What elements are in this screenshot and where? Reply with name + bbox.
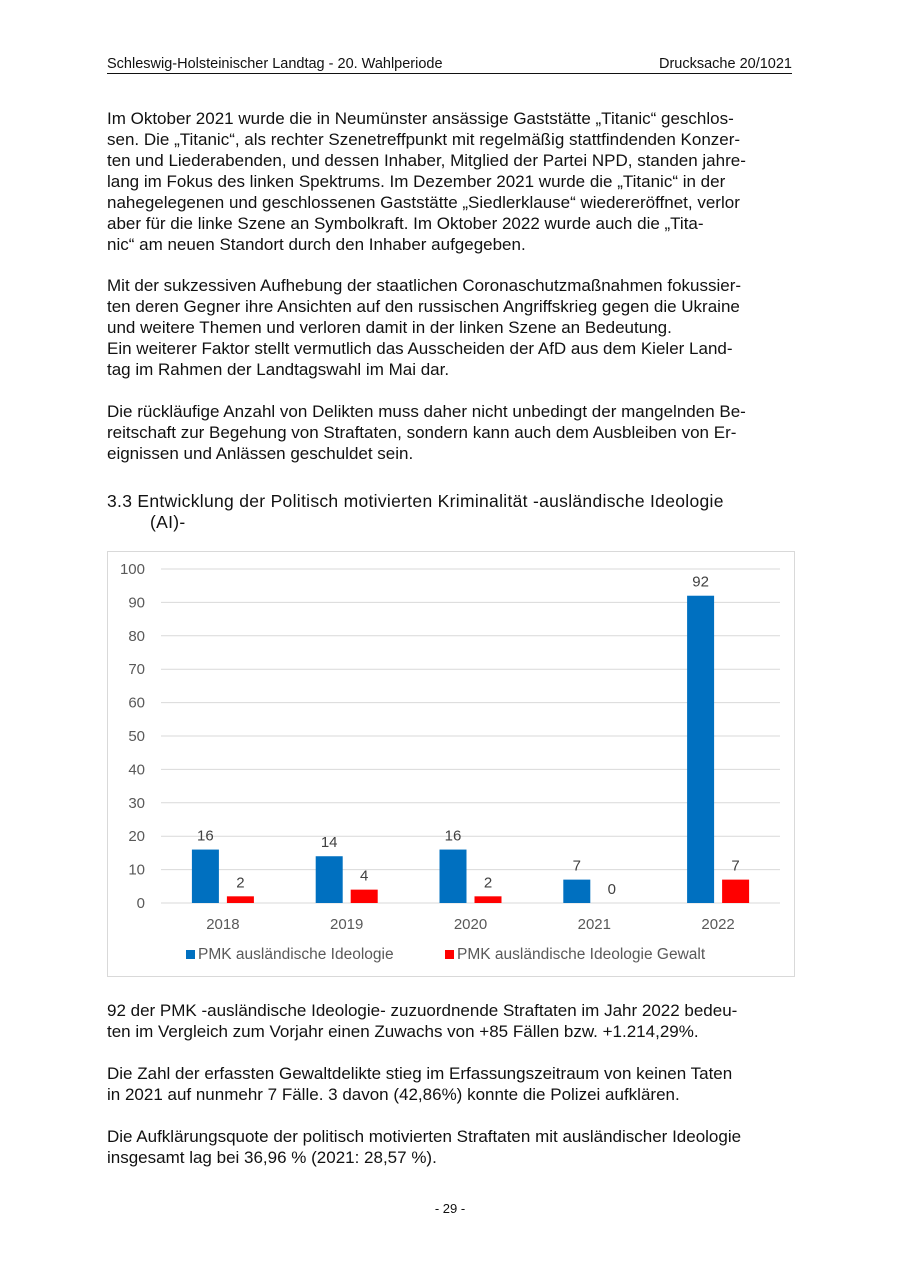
text-line: Im Oktober 2021 wurde die in Neumünster ansässige Gaststätte „Titanic“ geschlos- [107, 109, 734, 128]
text-line: lang im Fokus des linken Spektrums. Im Dezember 2021 wurde die „Titanic“ in der [107, 172, 726, 191]
text-line: ten im Vergleich zum Vorjahr einen Zuwachs von +85 Fällen bzw. +1.214,29%. [107, 1022, 699, 1041]
data-label: 7 [731, 857, 740, 875]
text-line: reitschaft zur Begehung von Straftaten, sondern kann auch dem Ausbleiben von Er- [107, 423, 737, 442]
bar-gewalt [351, 890, 378, 903]
y-tick-label: 50 [128, 728, 145, 745]
bar-total [192, 850, 219, 903]
text-line: und weitere Themen und verloren damit in der linken Szene an Bedeutung. [107, 318, 672, 337]
bar-gewalt [227, 896, 254, 903]
bar-total [563, 880, 590, 903]
text-line: eignissen und Anlässen geschuldet sein. [107, 444, 414, 463]
header-left: Schleswig-Holsteinischer Landtag - 20. Wahlperiode [107, 56, 443, 72]
page-header [107, 55, 792, 74]
y-tick-label: 10 [128, 861, 145, 879]
y-tick-label: 20 [128, 828, 145, 846]
y-tick-label: 0 [136, 895, 145, 912]
text-line: sen. Die „Titanic“, als rechter Szenetreffpunkt mit regelmäßig stattfindenden Konzer- [107, 130, 741, 149]
text-line: in 2021 auf nunmehr 7 Fälle. 3 davon (42,86%) konnte die Polizei aufklären. [107, 1085, 680, 1104]
section-heading-line1: 3.3 Entwicklung der Politisch motivierten Kriminalität -ausländische Ideologie [107, 491, 724, 511]
y-tick-label: 40 [128, 761, 145, 779]
text-line: Die rückläufige Anzahl von Delikten muss daher nicht unbedingt der mangelnden Be- [107, 402, 746, 421]
y-tick-label: 60 [128, 694, 145, 712]
data-label: 16 [444, 827, 462, 845]
paragraph-increase [107, 1000, 797, 1042]
text-line: tag im Rahmen der Landtagswahl im Mai dar. [107, 360, 450, 379]
bar-total [687, 596, 714, 903]
section-heading-line2: (AI)- [150, 512, 186, 532]
bar-chart [107, 551, 795, 977]
x-tick-label: 2020 [453, 916, 488, 933]
text-line: Mit der sukzessiven Aufhebung der staatlichen Coronaschutzmaßnahmen fokussier- [107, 276, 742, 295]
paragraph-corona [107, 275, 797, 380]
text-line: ten und Liederabenden, und dessen Inhaber, Mitglied der Partei NPD, standen jahre- [107, 151, 746, 170]
x-tick-label: 2022 [701, 916, 735, 933]
x-tick-label: 2019 [330, 916, 364, 933]
data-label: 92 [692, 573, 709, 591]
y-tick-label: 90 [128, 594, 145, 612]
legend-swatch [445, 950, 454, 959]
section-heading [107, 491, 797, 533]
y-tick-label: 30 [128, 794, 145, 812]
text-line: nic“ am neuen Standort durch den Inhaber aufgegeben. [107, 235, 526, 254]
text-line: Die Zahl der erfassten Gewaltdelikte stieg im Erfassungszeitraum von keinen Taten [107, 1064, 733, 1083]
text-line: Die Aufklärungsquote der politisch motivierten Straftaten mit ausländischer Ideologie [107, 1127, 742, 1146]
page-number: - 29 - [434, 1201, 466, 1216]
bar-total [440, 850, 467, 903]
data-label: 2 [236, 874, 245, 892]
data-label: 4 [360, 867, 369, 885]
y-tick-label: 80 [128, 627, 145, 645]
x-tick-label: 2018 [206, 916, 240, 933]
text-line: insgesamt lag bei 36,96 % (2021: 28,57 %). [107, 1148, 437, 1167]
y-tick-label: 100 [119, 561, 145, 578]
bar-chart-svg [108, 552, 796, 978]
paragraph-titanic [107, 108, 797, 255]
text-line: ten deren Gegner ihre Ansichten auf den russischen Angriffskrieg gegen die Ukraine [107, 297, 740, 316]
text-line: 92 der PMK -ausländische Ideologie- zuzuordnende Straftaten im Jahr 2022 bedeu- [107, 1001, 738, 1020]
paragraph-decline [107, 401, 797, 464]
data-label: 0 [607, 881, 616, 898]
data-label: 7 [572, 857, 581, 875]
legend-label: PMK ausländische Ideologie Gewalt [457, 946, 706, 963]
paragraph-clearance-rate [107, 1126, 797, 1168]
y-tick-label: 70 [128, 661, 145, 679]
text-line: Ein weiterer Faktor stellt vermutlich das Ausscheiden der AfD aus dem Kieler Land- [107, 339, 733, 358]
x-tick-label: 2021 [577, 916, 611, 933]
bar-total [316, 856, 343, 903]
paragraph-violence [107, 1063, 797, 1105]
data-label: 16 [197, 827, 214, 845]
header-right: Drucksache 20/1021 [659, 56, 792, 72]
data-label: 2 [483, 874, 493, 892]
text-line: nahegelegenen und geschlossenen Gaststätte „Siedlerklause“ wiedereröffnet, verlor [107, 193, 740, 212]
legend-swatch [186, 950, 195, 959]
bar-gewalt [475, 896, 502, 903]
bar-gewalt [722, 880, 749, 903]
text-line: aber für die linke Szene an Symbolkraft. Im Oktober 2022 wurde auch die „Tita- [107, 214, 704, 233]
legend-label: PMK ausländische Ideologie [198, 946, 394, 963]
data-label: 14 [320, 834, 338, 852]
